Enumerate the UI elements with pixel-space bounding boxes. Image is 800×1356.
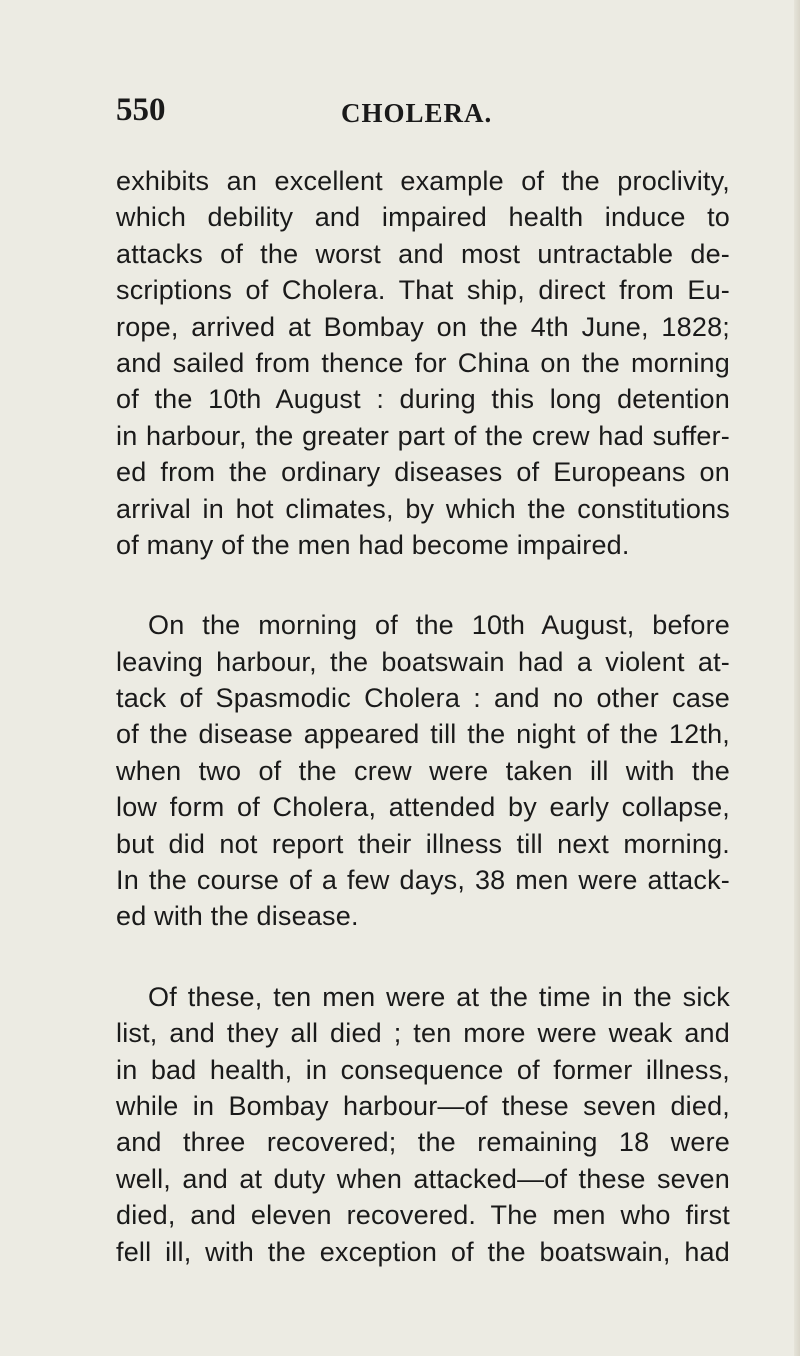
text-line: fell ill, with the exception of the boatswain, had xyxy=(116,1236,730,1267)
text-line: ed with the disease. xyxy=(116,901,359,932)
text-line: of the disease appeared till the night of the 12th, xyxy=(116,719,730,750)
text-line: and sailed from thence for China on the morning xyxy=(116,347,730,378)
text-line: arrival in hot climates, by which the constitutions xyxy=(116,493,730,524)
text-line: well, and at duty when attacked—of these seven xyxy=(116,1163,730,1194)
text-line: died, and eleven recovered. The men who first xyxy=(116,1200,730,1231)
text-line: of many of the men had become impaired. xyxy=(116,529,630,560)
text-line: while in Bombay harbour—of these seven died, xyxy=(116,1090,730,1121)
text-line: tack of Spasmodic Cholera : and no other case xyxy=(116,683,730,714)
text-line: scriptions of Cholera. That ship, direct from Eu- xyxy=(116,275,730,306)
text-line: ed from the ordinary diseases of Europeans on xyxy=(116,457,730,488)
text-line: Of these, ten men were at the time in the sick xyxy=(148,981,730,1012)
text-line: but did not report their illness till next morning. xyxy=(116,828,730,859)
paragraph-1 xyxy=(116,163,730,563)
text-line: list, and they all died ; ten more were weak and xyxy=(116,1018,730,1049)
text-line: in harbour, the greater part of the crew had suffer- xyxy=(116,420,730,451)
text-line: in bad health, in consequence of former illness, xyxy=(116,1054,730,1085)
text-line: which debility and impaired health induce to xyxy=(116,202,730,233)
text-line: and three recovered; the remaining 18 were xyxy=(116,1127,730,1158)
text-line: On the morning of the 10th August, before xyxy=(148,610,730,641)
text-line: In the course of a few days, 38 men were attack- xyxy=(116,865,730,896)
running-head: CHOLERA. xyxy=(341,98,493,128)
text-line: exhibits an excellent example of the proclivity, xyxy=(116,166,730,196)
text-line: when two of the crew were taken ill with the xyxy=(116,755,730,786)
page-edge xyxy=(794,0,800,1356)
text-line: leaving harbour, the boatswain had a violent at- xyxy=(116,646,730,677)
page-number: 550 xyxy=(116,92,166,128)
text-line: attacks of the worst and most untractable de- xyxy=(116,238,730,269)
text-line: of the 10th August : during this long detention xyxy=(116,384,730,415)
text-line: low form of Cholera, attended by early collapse, xyxy=(116,792,730,823)
paragraph-3 xyxy=(116,979,730,1270)
text-line: rope, arrived at Bombay on the 4th June, 1828; xyxy=(116,311,730,342)
body-text xyxy=(116,163,730,1270)
paragraph-2 xyxy=(116,607,730,935)
page-header xyxy=(116,92,736,132)
